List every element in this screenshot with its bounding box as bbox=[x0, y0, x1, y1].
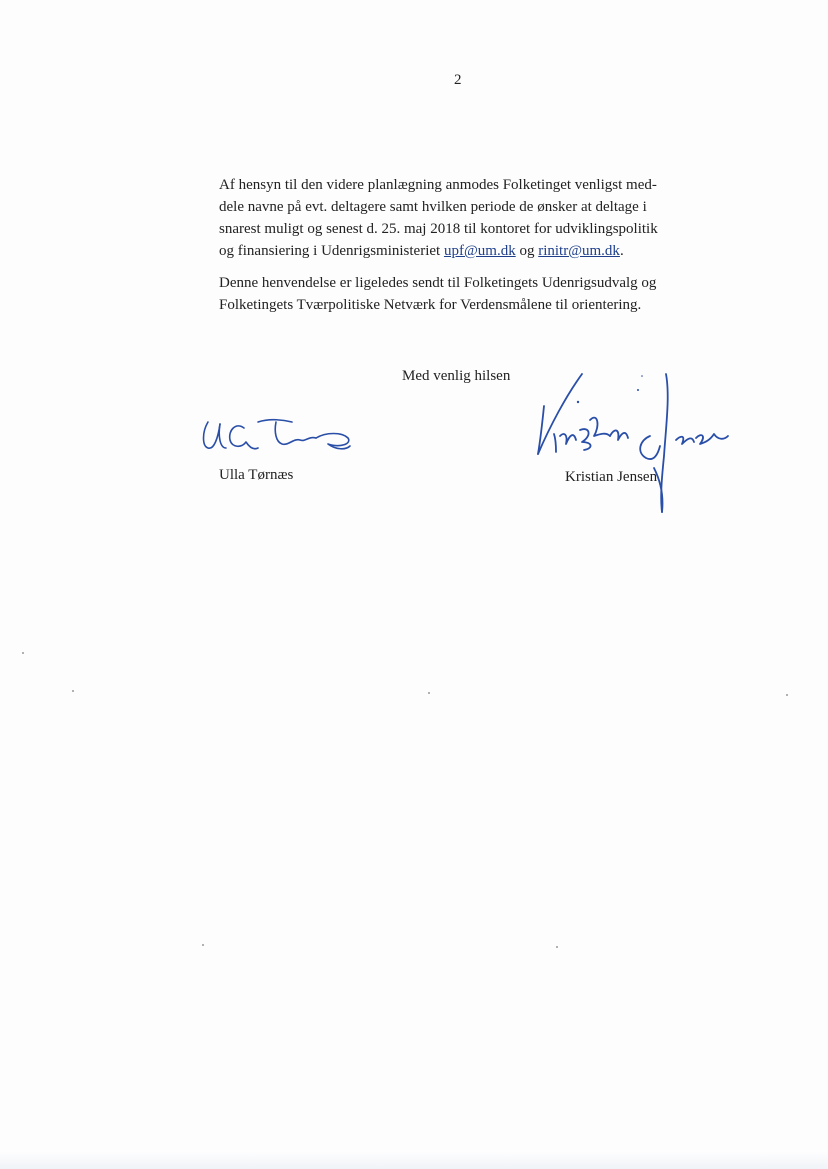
paragraph-request bbox=[219, 174, 709, 262]
paragraph-text: . bbox=[619, 243, 624, 259]
scan-speck bbox=[202, 944, 204, 946]
scan-speck bbox=[556, 946, 558, 948]
closing-salutation: Med venlig hilsen bbox=[402, 368, 511, 384]
page-number: 2 bbox=[454, 72, 462, 88]
paragraph-line: Folketingets Tværpolitiske Netværk for Verdensmålene til orientering. bbox=[219, 297, 642, 313]
paragraph-line-with-links bbox=[219, 240, 709, 262]
scan-speck bbox=[22, 652, 24, 654]
scan-bottom-edge bbox=[0, 1150, 828, 1169]
email-link-rinitr[interactable]: rinitr@um.dk bbox=[538, 243, 620, 259]
scan-speck bbox=[428, 692, 430, 694]
signatory-name-left: Ulla Tørnæs bbox=[219, 467, 294, 483]
signature-right bbox=[530, 356, 740, 516]
paragraph-line: Denne henvendelse er ligeledes sendt til Folketingets Udenrigsudvalg og bbox=[219, 275, 657, 291]
email-link-upf[interactable]: upf@um.dk bbox=[443, 243, 516, 259]
paragraph-line: snarest muligt og senest d. 25. maj 2018 til kontoret for udviklingspolitik bbox=[219, 221, 658, 237]
paragraph-text: og finansiering i Udenrigsministeriet bbox=[219, 243, 444, 259]
paragraph-line: dele navne på evt. deltagere samt hvilken periode de ønsker at deltage i bbox=[219, 199, 647, 215]
scan-speck bbox=[72, 690, 74, 692]
paragraph-line: Af hensyn til den videre planlægning anmodes Folketinget venligst med- bbox=[219, 177, 657, 193]
signatory-name-right: Kristian Jensen bbox=[565, 469, 658, 485]
signature-left bbox=[196, 408, 356, 462]
paragraph-distribution bbox=[219, 272, 709, 316]
paragraph-text: og bbox=[515, 243, 539, 259]
scan-speck bbox=[786, 694, 788, 696]
